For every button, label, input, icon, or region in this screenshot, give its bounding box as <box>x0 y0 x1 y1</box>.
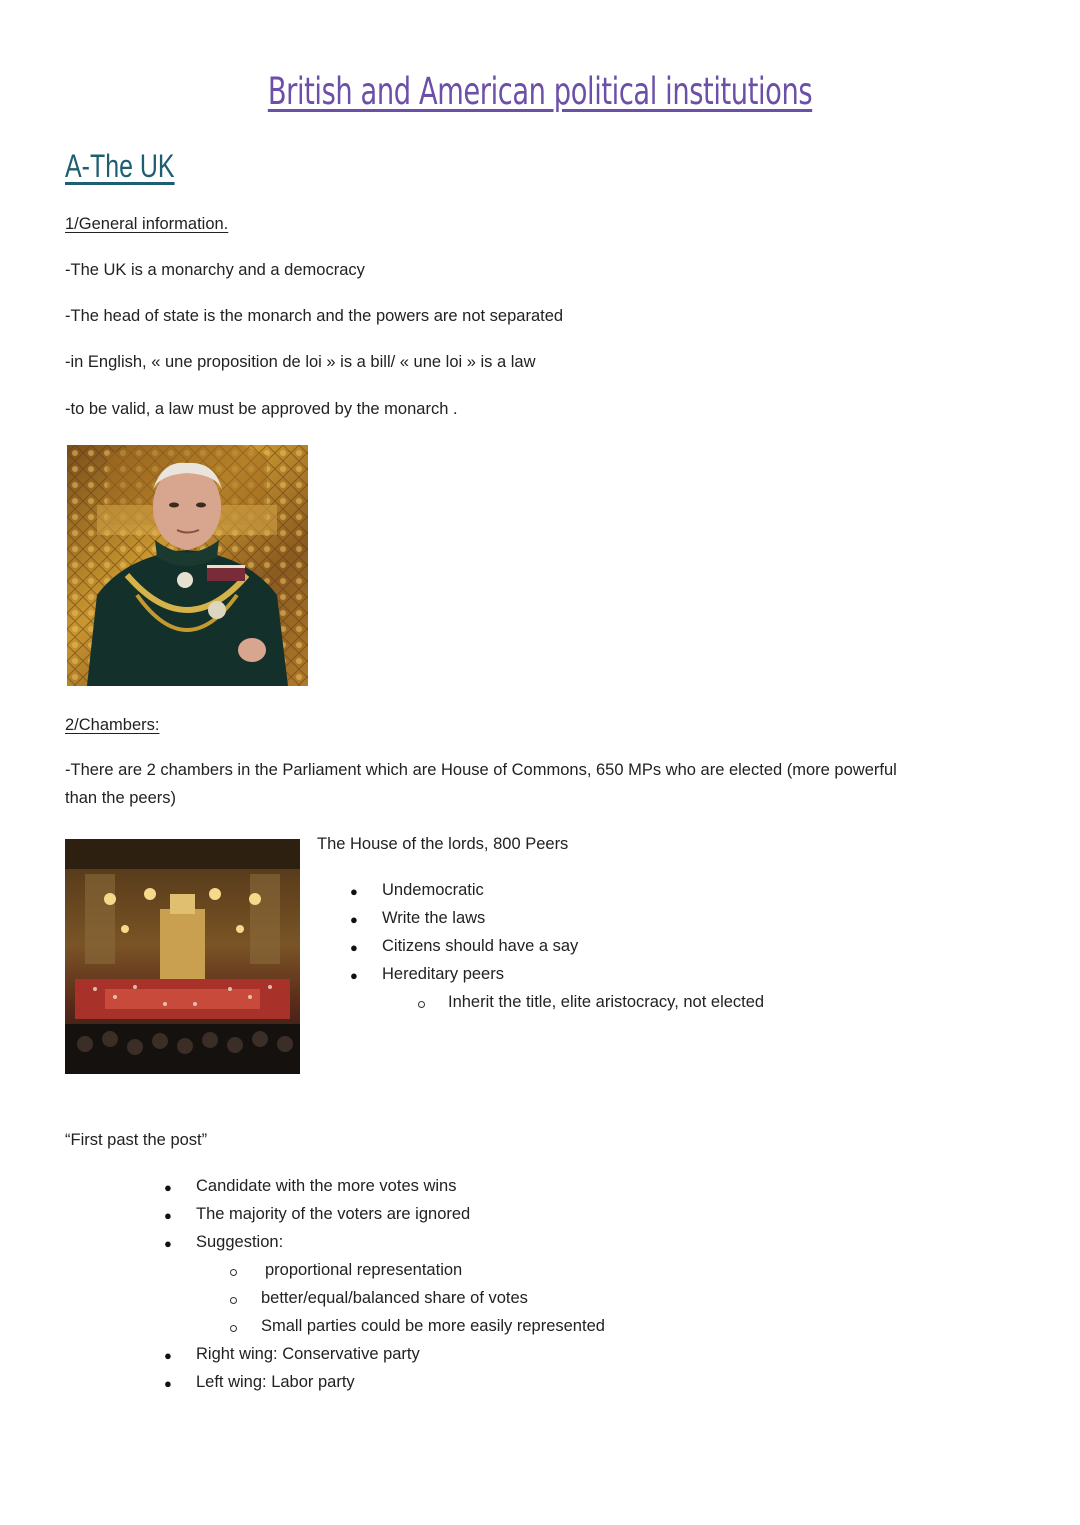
section-heading-uk: A-The UK <box>65 148 175 184</box>
bullet-icon: ● <box>350 912 358 927</box>
bullet-icon: ● <box>164 1208 172 1223</box>
fptp-sub-bullet-1: proportional representation <box>265 1261 463 1279</box>
general-line-4: -to be valid, a law must be approved by the monarch . <box>65 400 458 418</box>
lords-bullet-1: Undemocratic <box>382 881 484 899</box>
fptp-title: “First past the post” <box>65 1131 208 1149</box>
general-line-1: -The UK is a monarchy and a democracy <box>65 261 365 279</box>
sub-bullet-icon <box>230 1269 237 1276</box>
monarch-photo <box>67 445 308 686</box>
lords-title: The House of the lords, 800 Peers <box>317 835 569 853</box>
fptp-bullet-3: Suggestion: <box>196 1233 284 1251</box>
bullet-icon: ● <box>164 1348 172 1363</box>
fptp-bullet-1: Candidate with the more votes wins <box>196 1177 457 1195</box>
fptp-bullet-2: The majority of the voters are ignored <box>196 1205 471 1223</box>
sub-bullet-icon <box>230 1297 237 1304</box>
bullet-icon: ● <box>350 940 358 955</box>
fptp-sub-bullet-3: Small parties could be more easily represented <box>261 1317 605 1335</box>
general-info-heading: 1/General information. <box>65 215 229 233</box>
chambers-heading: 2/Chambers: <box>65 716 160 734</box>
bullet-icon: ● <box>350 884 358 899</box>
bullet-icon: ● <box>350 968 358 983</box>
bullet-icon: ● <box>164 1236 172 1251</box>
page-title: British and American political institutions <box>267 70 813 113</box>
house-of-lords-photo <box>65 839 300 1074</box>
sub-bullet-icon <box>230 1325 237 1332</box>
bullet-icon: ● <box>164 1376 172 1391</box>
chambers-line-1: -There are 2 chambers in the Parliament which are House of Commons, 650 MPs who are elected (more powerful <box>65 761 897 779</box>
general-line-2: -The head of state is the monarch and the powers are not separated <box>65 307 564 325</box>
fptp-bullet-5: Left wing: Labor party <box>196 1373 355 1391</box>
lords-sub-bullet: Inherit the title, elite aristocracy, not elected <box>448 993 765 1011</box>
fptp-sub-bullet-2: better/equal/balanced share of votes <box>261 1289 528 1307</box>
fptp-bullet-4: Right wing: Conservative party <box>196 1345 420 1363</box>
chambers-line-2: than the peers) <box>65 789 176 807</box>
lords-bullet-2: Write the laws <box>382 909 486 927</box>
bullet-icon: ● <box>164 1180 172 1195</box>
lords-bullet-4: Hereditary peers <box>382 965 504 983</box>
lords-bullet-3: Citizens should have a say <box>382 937 579 955</box>
sub-bullet-icon <box>418 1001 425 1008</box>
general-line-3: -in English, « une proposition de loi » is a bill/ « une loi » is a law <box>65 353 536 371</box>
